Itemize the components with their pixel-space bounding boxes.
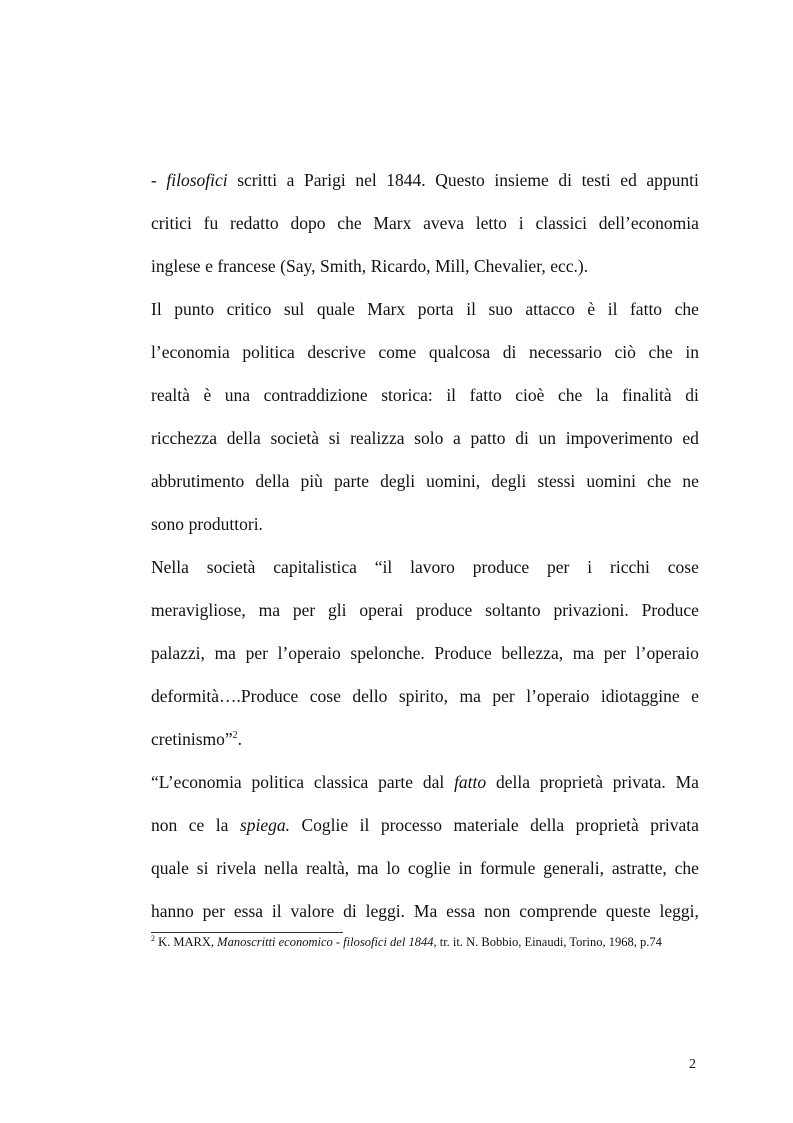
word: inglese — [151, 256, 201, 276]
word: non — [484, 901, 511, 921]
word: Parigi — [303, 170, 346, 190]
word: ed — [620, 170, 637, 190]
word: critici — [151, 213, 192, 233]
word: privata — [650, 815, 699, 835]
word: letto — [475, 213, 507, 233]
word: ma — [357, 858, 379, 878]
word: qualcosa — [428, 342, 491, 362]
text-line — [151, 428, 699, 471]
word: Marx — [373, 213, 412, 233]
word: per — [292, 600, 316, 620]
word: nel — [355, 170, 377, 190]
word: appunti — [646, 170, 699, 190]
word: proprietà — [575, 815, 639, 835]
italic-word: filosofici — [166, 170, 228, 190]
word: la — [215, 815, 229, 835]
footnote-reference: 2 — [232, 730, 238, 742]
word: una — [224, 385, 251, 405]
word: realtà, — [305, 858, 350, 878]
text-line — [151, 772, 699, 815]
word: che — [648, 342, 673, 362]
word: è — [587, 299, 596, 319]
word: della — [226, 428, 261, 448]
word: attacco — [525, 299, 575, 319]
word: storica: — [381, 385, 433, 405]
word: per — [245, 643, 268, 663]
word: lavoro — [410, 557, 455, 577]
word: 1844. — [386, 170, 426, 190]
word: di — [343, 901, 357, 921]
text-line — [151, 557, 699, 600]
word: di — [685, 385, 699, 405]
text-line — [151, 170, 699, 213]
word: privata. — [612, 772, 666, 792]
footnote-details: tr. it. N. Bobbio, Einaudi, Torino, 1968, p.74 — [439, 935, 662, 949]
word: bellezza, — [501, 643, 564, 663]
word: non — [151, 815, 178, 835]
word: degli — [491, 471, 527, 491]
word: palazzi, — [151, 643, 205, 663]
word: materiale — [453, 815, 519, 835]
word: fu — [203, 213, 219, 233]
word: “L’economia — [151, 772, 242, 792]
word: sono — [151, 514, 185, 534]
word: che — [674, 299, 699, 319]
word: descrive — [307, 342, 366, 362]
word: Mill, — [434, 256, 470, 276]
word: e — [691, 686, 699, 706]
text-line — [151, 858, 699, 901]
word: politica — [251, 772, 305, 792]
word: fatto — [469, 385, 502, 405]
word: leggi, — [659, 901, 699, 921]
italic-word: spiega. — [239, 815, 290, 835]
footnote-title: Manoscritti economico - filosofici del 1844, — [217, 935, 437, 949]
text-line — [151, 385, 699, 428]
word: generali, — [543, 858, 604, 878]
word: Marx — [367, 299, 406, 319]
word: che — [674, 858, 699, 878]
word: essa — [233, 901, 264, 921]
word: il — [607, 299, 618, 319]
word: Ma — [675, 772, 699, 792]
word: operai — [359, 600, 404, 620]
word: per — [603, 643, 627, 663]
word: scritti — [237, 170, 278, 190]
word: proprietà — [539, 772, 603, 792]
word: cose — [309, 686, 341, 706]
word: produce — [472, 557, 530, 577]
word: Coglie — [301, 815, 349, 835]
word: quale — [151, 858, 189, 878]
text-line — [151, 471, 699, 514]
word: l’operaio — [635, 643, 699, 663]
word: produttori. — [188, 514, 263, 534]
word: Questo — [435, 170, 485, 190]
word: fatto — [629, 299, 663, 319]
word: la — [595, 385, 609, 405]
word: ricchezza — [151, 428, 218, 448]
word: punto — [174, 299, 215, 319]
word: dopo — [290, 213, 326, 233]
word: ma — [214, 643, 236, 663]
text-line — [151, 256, 699, 299]
word: che — [337, 213, 362, 233]
word: (Say, — [280, 256, 316, 276]
word: l’economia — [151, 342, 230, 362]
word: per — [492, 686, 515, 706]
word: più — [300, 471, 323, 491]
word: per — [547, 557, 570, 577]
word: della — [495, 772, 530, 792]
word: a — [453, 428, 461, 448]
word: società — [206, 557, 256, 577]
word: classici — [535, 213, 587, 233]
word: cioè — [515, 385, 545, 405]
word: realizza — [350, 428, 405, 448]
word: politica — [242, 342, 295, 362]
word: della — [530, 815, 565, 835]
word: per — [202, 901, 226, 921]
text-line — [151, 643, 699, 686]
word: realtà — [151, 385, 190, 405]
word: ne — [682, 471, 699, 491]
word: soltanto — [485, 600, 541, 620]
word: “il — [374, 557, 393, 577]
word: produce — [415, 600, 473, 620]
word: finalità — [622, 385, 672, 405]
word: - — [151, 170, 157, 190]
word: porta — [417, 299, 454, 319]
word: patto — [470, 428, 506, 448]
word: i — [518, 213, 524, 233]
word: leggi. — [365, 901, 406, 921]
word: critico — [226, 299, 272, 319]
word: degli — [380, 471, 416, 491]
word: dal — [422, 772, 445, 792]
word: l’operaio — [526, 686, 590, 706]
word: essa — [446, 901, 476, 921]
word: i — [587, 557, 593, 577]
word: spelonche. — [350, 643, 425, 663]
word: si — [328, 428, 341, 448]
word: Produce — [434, 643, 492, 663]
word: uomini, — [426, 471, 481, 491]
word: francese — [217, 256, 276, 276]
word: della — [255, 471, 290, 491]
word: come — [378, 342, 417, 362]
word: abbrutimento — [151, 471, 245, 491]
word: dello — [352, 686, 388, 706]
footnote — [151, 935, 711, 950]
word: e — [205, 256, 213, 276]
word: comprende — [519, 901, 597, 921]
word: Il — [151, 299, 162, 319]
word: il — [271, 901, 282, 921]
word: spirito, — [398, 686, 448, 706]
word: è — [203, 385, 212, 405]
body-text — [151, 170, 699, 944]
word: capitalistica — [273, 557, 357, 577]
word: ma — [258, 600, 280, 620]
word: dell’economia — [598, 213, 699, 233]
word: quale — [316, 299, 355, 319]
text-line — [151, 729, 699, 772]
word: Nella — [151, 557, 189, 577]
word: si — [196, 858, 209, 878]
word: Ricardo, — [370, 256, 431, 276]
word: suo — [488, 299, 513, 319]
word: testi — [581, 170, 611, 190]
footnote-number: 2 — [151, 933, 155, 943]
word: Smith, — [319, 256, 367, 276]
word: aveva — [423, 213, 464, 233]
word: necessario — [528, 342, 602, 362]
word: di — [502, 342, 517, 362]
word: formule — [479, 858, 536, 878]
word: Chevalier, — [474, 256, 546, 276]
word: di — [558, 170, 572, 190]
word: Ma — [413, 901, 438, 921]
word: gli — [328, 600, 347, 620]
word: a — [286, 170, 295, 190]
word: nella — [264, 858, 299, 878]
word: parte — [378, 772, 414, 792]
word: ciò — [614, 342, 636, 362]
word: idiotaggine — [600, 686, 680, 706]
word: società — [270, 428, 320, 448]
word: che — [647, 471, 672, 491]
word: ecc.). — [550, 256, 589, 276]
text-line — [151, 686, 699, 729]
footnote-author: K. MARX, — [158, 935, 215, 949]
word: redatto — [230, 213, 279, 233]
word: astratte, — [611, 858, 667, 878]
text-line — [151, 299, 699, 342]
word: l’operaio — [277, 643, 341, 663]
word: queste — [605, 901, 651, 921]
text-line — [151, 815, 699, 858]
word: uomini — [586, 471, 636, 491]
text-line — [151, 600, 699, 643]
text-line — [151, 213, 699, 256]
word: il — [446, 385, 457, 405]
word: parte — [333, 471, 369, 491]
word: di — [515, 428, 529, 448]
word: Produce — [641, 600, 699, 620]
italic-word: fatto — [454, 772, 487, 792]
word: coglie — [407, 858, 451, 878]
word: rivela — [216, 858, 257, 878]
word: lo — [386, 858, 400, 878]
text-line — [151, 514, 699, 557]
word: processo — [380, 815, 443, 835]
word: in — [685, 342, 699, 362]
word: ma — [572, 643, 595, 663]
footnote-rule — [151, 932, 343, 933]
word: deformità….Produce — [151, 686, 299, 706]
word: in — [458, 858, 473, 878]
word: cose — [667, 557, 699, 577]
word: impoverimento — [565, 428, 673, 448]
word: il — [466, 299, 476, 319]
word: privazioni. — [553, 600, 629, 620]
page-number: 2 — [689, 1057, 696, 1072]
word: il — [359, 815, 370, 835]
word: ricchi — [610, 557, 650, 577]
word: classica — [313, 772, 369, 792]
word: insieme — [494, 170, 549, 190]
word: meravigliose, — [151, 600, 246, 620]
word: stessi — [537, 471, 576, 491]
word: ce — [188, 815, 205, 835]
word: che — [558, 385, 583, 405]
word: un — [538, 428, 557, 448]
text-line — [151, 342, 699, 385]
word: ed — [682, 428, 699, 448]
word: ma — [459, 686, 481, 706]
word: sul — [283, 299, 305, 319]
word: cretinismo”$^2$. — [151, 729, 243, 749]
word: hanno — [151, 901, 194, 921]
word: solo — [414, 428, 444, 448]
word: contraddizione — [263, 385, 368, 405]
word: valore — [290, 901, 335, 921]
